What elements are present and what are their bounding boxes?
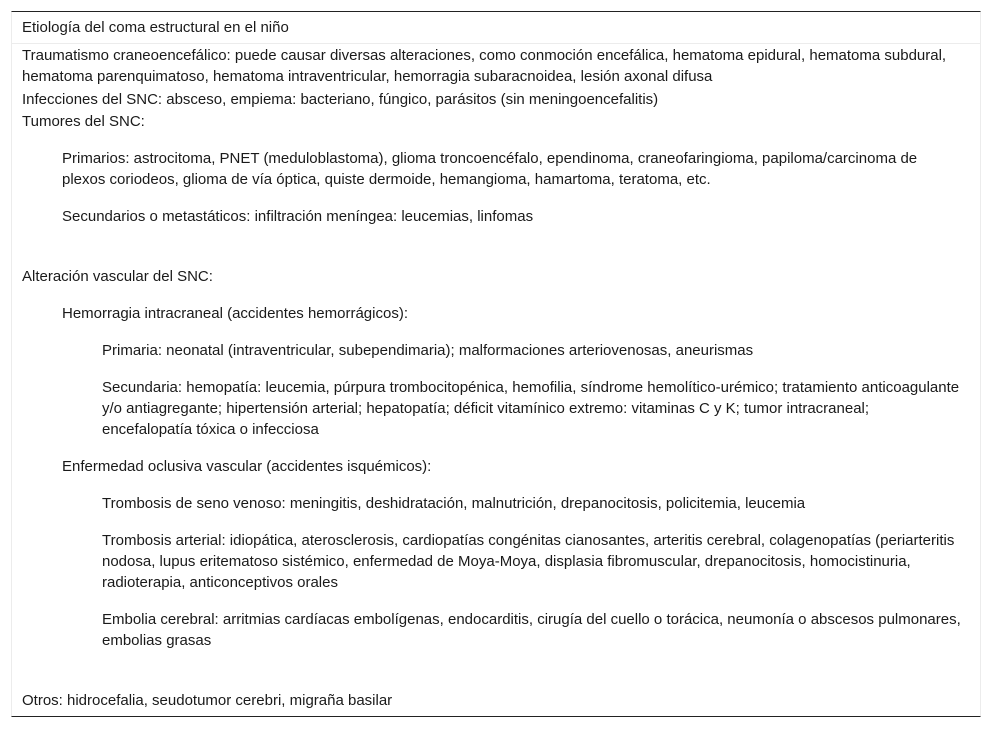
trombosis-seno: Trombosis de seno venoso: meningitis, deshidratación, malnutrición, drepanocitosis, policitemia, leucemia bbox=[102, 495, 806, 512]
otros-text: Otros: hidrocefalia, seudotumor cerebri, migraña basilar bbox=[22, 692, 393, 709]
tumores-secundarios: Secundarios o metastáticos: infiltración meníngea: leucemias, linfomas bbox=[62, 208, 534, 225]
trombosis-arterial: Trombosis arterial: idiopática, aterosclerosis, cardiopatías congénitas cianosantes, arteritis cerebral, colagenopatías (periarteritis nodosa, lupus eritematoso sistémico, enfermedad de Moya-Moya, displasia fibromuscular, drepanocitosis, homocistinuria, radioterapia, anticonceptivos orales bbox=[102, 532, 955, 591]
oclusiva-title: Enfermedad oclusiva vascular (accidentes isquémicos): bbox=[62, 458, 432, 475]
embolia-cerebral: Embolia cerebral: arritmias cardíacas embolígenas, endocarditis, cirugía del cuello o torácica, neumonía o abscesos pulmonares, embolias grasas bbox=[102, 611, 961, 649]
hemorragia-primaria: Primaria: neonatal (intraventricular, subependimaria); malformaciones arteriovenosas, aneurismas bbox=[102, 342, 754, 359]
etiology-table bbox=[11, 11, 981, 717]
hemorragia-secundaria: Secundaria: hemopatía: leucemia, púrpura trombocitopénica, hemofilia, síndrome hemolítico-urémico; tratamiento anticoagulante y/o antiagregante; hipertensión arterial; hepatopatía; déficit vitamínico extremo: vitaminas C y K; tumor intracraneal; encefalopatía tóxica o infecciosa bbox=[102, 379, 960, 438]
tumores-title: Tumores del SNC: bbox=[22, 113, 145, 130]
tumores-primarios: Primarios: astrocitoma, PNET (meduloblastoma), glioma troncoencéfalo, ependinoma, craneofaringioma, papiloma/carcinoma de plexos coriodeos, glioma de vía óptica, quiste dermoide, hemangioma, hamartoma, teratoma, etc. bbox=[62, 150, 918, 188]
vascular-title: Alteración vascular del SNC: bbox=[22, 268, 213, 285]
table-header: Etiología del coma estructural en el niño bbox=[22, 19, 289, 36]
trauma-text: Traumatismo craneoencefálico: puede causar diversas alteraciones, como conmoción encefálica, hematoma epidural, hematoma subdural, hematoma parenquimatoso, hematoma intraventricular, hemorragia subaracnoidea, lesión axonal difusa bbox=[22, 47, 947, 85]
infecciones-text: Infecciones del SNC: absceso, empiema: bacteriano, fúngico, parásitos (sin meningoencefalitis) bbox=[22, 91, 659, 108]
table-header-row bbox=[12, 12, 980, 44]
hemorragia-title: Hemorragia intracraneal (accidentes hemorrágicos): bbox=[62, 305, 408, 322]
